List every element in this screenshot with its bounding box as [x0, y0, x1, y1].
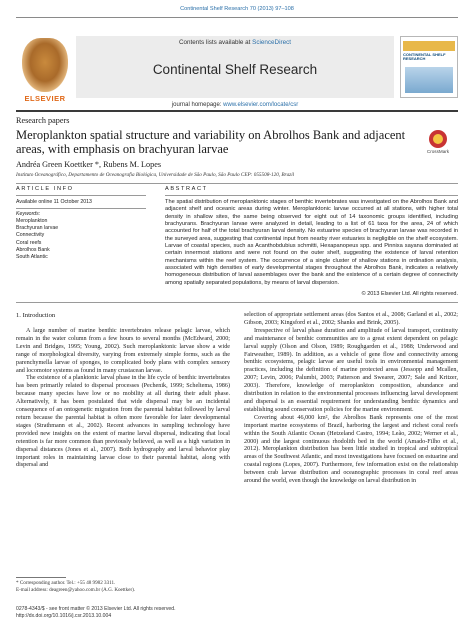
body-column-left	[16, 328, 230, 470]
footnote-divider	[16, 577, 66, 578]
contents-prefix: Contents lists available at	[178, 39, 253, 46]
keyword: Brachyuran larvae	[16, 225, 59, 232]
journal-cover-thumbnail	[400, 36, 458, 98]
crossmark-label: CrossMark	[426, 149, 450, 154]
paragraph: The existence of a planktonic larval phase in the life cycle of benthic invertebrates has been primarily related to dispersal processes (Pechenik, 1999; Scheltema, 1986) because many species have low or no mobility at all during their adult phase. Alternatively, it has been postulated that wide dispersal may be an incidental consequence of an ontogenetic migration from the parental habitat followed by larval return because the parental habitat is often more favorable for later developmental stages (Strathmann et al., 2002). Recent advances in sampling technology have provided new insights on the extent of marine larval dispersal, indicating that local retention is far more common than previously believed, as well as a high variation in dispersal distances (Jones et al., 2007). Both hydrography and larval behavior play important roles in maintaining larvae close to their parental habitat, along with dispersal and	[16, 375, 230, 469]
divider	[16, 208, 146, 209]
article-history: Available online 11 October 2013	[16, 199, 92, 205]
article-section: Research papers	[16, 116, 70, 125]
elsevier-logo	[16, 36, 74, 106]
cover-title: CONTINENTAL SHELF RESEARCH	[403, 52, 446, 62]
paragraph: Covering about 46,000 km², the Abrolhos Bank represents one of the most important marine ecosystems of Brazil, harboring the largest and richest coral reefs within the South Atlantic Ocean (Hetzeland Castro, 1994; Leão, 2002; Werner et al., 2000) and the largest continuous rhodolith bed in the world (Amado-Filho et al., 2012). Meroplankton distribution has been little studied in tropical and subtropical areas of the Southwest Atlantic, and most investigations have focused on estuarine and coastal regions (Lopes, 2007). Furthermore, few information exist on the relationship between crab larvae distribution and oceanographic processes in coral reef areas around the world, even though the knowledge on larval distribution in	[244, 414, 458, 485]
homepage-link[interactable]: www.elsevier.com/locate/csr	[223, 102, 299, 108]
journal-citation: Continental Shelf Research 70 (2013) 97–108	[180, 6, 294, 12]
journal-banner	[76, 36, 394, 98]
contents-line	[76, 39, 394, 46]
author-affiliation: Instituto Oceanográfico, Departamento de Oceanografia Biológica, Universidade de São Paulo, São Paulo CEP: 055508-120, Brazil	[16, 172, 295, 178]
keyword-list	[16, 218, 146, 261]
divider	[165, 195, 458, 196]
article-title: Meroplankton spatial structure and variability on Abrolhos Bank and adjacent areas, with emphasis on brachyuran larvae	[16, 128, 406, 156]
homepage-prefix: journal homepage:	[171, 102, 224, 108]
divider	[16, 195, 146, 196]
keyword: Connectivity	[16, 232, 45, 239]
article-info-heading: ARTICLE INFO	[16, 186, 74, 192]
journal-header	[16, 36, 458, 109]
elsevier-tree-icon	[22, 38, 68, 92]
section-heading-introduction: 1. Introduction	[16, 312, 56, 319]
footnote-email: E-mail address: deagreen@yahoo.com.br (A.G. Koettker).	[16, 587, 136, 593]
abstract-copyright: © 2013 Elsevier Ltd. All rights reserved.	[361, 291, 458, 297]
divider	[16, 302, 458, 303]
keyword: Coral reefs	[16, 239, 42, 246]
keyword: Meroplankton	[16, 218, 48, 224]
crossmark-badge[interactable]	[420, 130, 456, 158]
keywords-label: Keywords:	[16, 211, 41, 217]
header-divider	[16, 110, 458, 112]
sciencedirect-link[interactable]: ScienceDirect	[252, 39, 291, 46]
journal-title: Continental Shelf Research	[152, 62, 318, 77]
abstract-text: The spatial distribution of meroplanktonic stages of benthic invertebrates was investigated on the Abrolhos Bank and adjacent shelf and oceanic areas during winter. Meroplanktonic larvae occurred at all stations, with higher total density in shallow sites, the same being observed for eight out of 14 taxonomic groups identified, including brachyurans. Brachyuran larvae were analyzed in detail, leading to a list of 61 taxa for the area, 24 of which accounted for half of the total brachyuran larval density. No estuarine species of brachyuran larvae was recorded in the surveyed area, suggesting that continental input from nearby river estuaries is negligible on the shelf ecosystem. Larvae of coastal species, such as Acanthobdubius schmitti, Hexapanopeus spp. and Pinnixa sayana dominated at certain innermost stations and were not found on the outer shelf, suggesting the existence of larval retention mechanisms within the reef system. The occurrence of a single cluster of shallow stations in ordination analysis, associated with high densities of early developmental stages throughout the Abrolhos Bank, indicates a relatively homogeneous distribution of larval assemblages over the bank and the existence of a certain degree of connectivity among spatially separated populations, by means of larval dispersion.	[165, 199, 458, 286]
paragraph: selection of appropriate settlement areas (dos Santos et al., 2008; Garland et al., 2002; Gibson, 2003; Kingsford et al., 2002; Shanks and Brink, 2005).	[244, 312, 458, 326]
issn-line: 0278-4343/$ - see front matter © 2013 Elsevier Ltd. All rights reserved.	[16, 606, 176, 612]
abstract-heading: ABSTRACT	[165, 186, 208, 192]
cover-image	[405, 67, 453, 93]
body-column-right	[244, 312, 458, 486]
doi-link[interactable]: http://dx.doi.org/10.1016/j.csr.2013.10.004	[16, 613, 112, 619]
keyword: South Atlantic	[16, 254, 48, 261]
homepage-line	[76, 102, 394, 108]
crossmark-icon-center	[433, 134, 443, 144]
keyword: Abrolhos Bank	[16, 246, 50, 253]
footnote-corresponding: * Corresponding author. Tel.: +55 48 9982 3311.	[16, 580, 116, 586]
cover-band	[403, 41, 455, 51]
author-list: Andréa Green Koettker *, Rubens M. Lopes	[16, 160, 162, 169]
paragraph: Irrespective of larval phase duration and amplitude of larval transport, continuity and maintenance of benthic communities are to a great extent dependent on pelagic larval supply (Olson and Olson, 1989; Roughgarden et al., 1988; Underwood and Fairweather, 1989). In addition, as a vehicle of gene flow and connectivity among benthic ecosystems, pelagic larvae are useful tools in environmental management practices, including the definition of marine protected areas (Jessopp and Mcallen, 2007; Levin, 2006; Palumbi, 2003; Patterson and Swearer, 2007; Sale and Kritzer, 2003). Therefore, knowledge of meroplankton composition, abundance and distribution in relation to the environmental processes influencing larval development and dispersal is an essential requirement for understanding benthic dynamics and establishing sound conservation policies for the marine environment.	[244, 327, 458, 413]
publisher-name: ELSEVIER	[24, 94, 66, 103]
divider	[16, 183, 458, 184]
top-divider	[16, 17, 458, 18]
paragraph: A large number of marine benthic invertebrates release pelagic larvae, which remain in the water column from a few hours to several months (McEdward, 2000; Levin and Bridges, 1995; Young, 2002). Such meroplanktonic larvae show a wide range of morphological diversity, varying from extremely simple forms, such as the parenchymella larvae of sponges, to complicated body plans with complex sensory and locomotor systems as found in many crustacean larvae.	[16, 328, 230, 374]
